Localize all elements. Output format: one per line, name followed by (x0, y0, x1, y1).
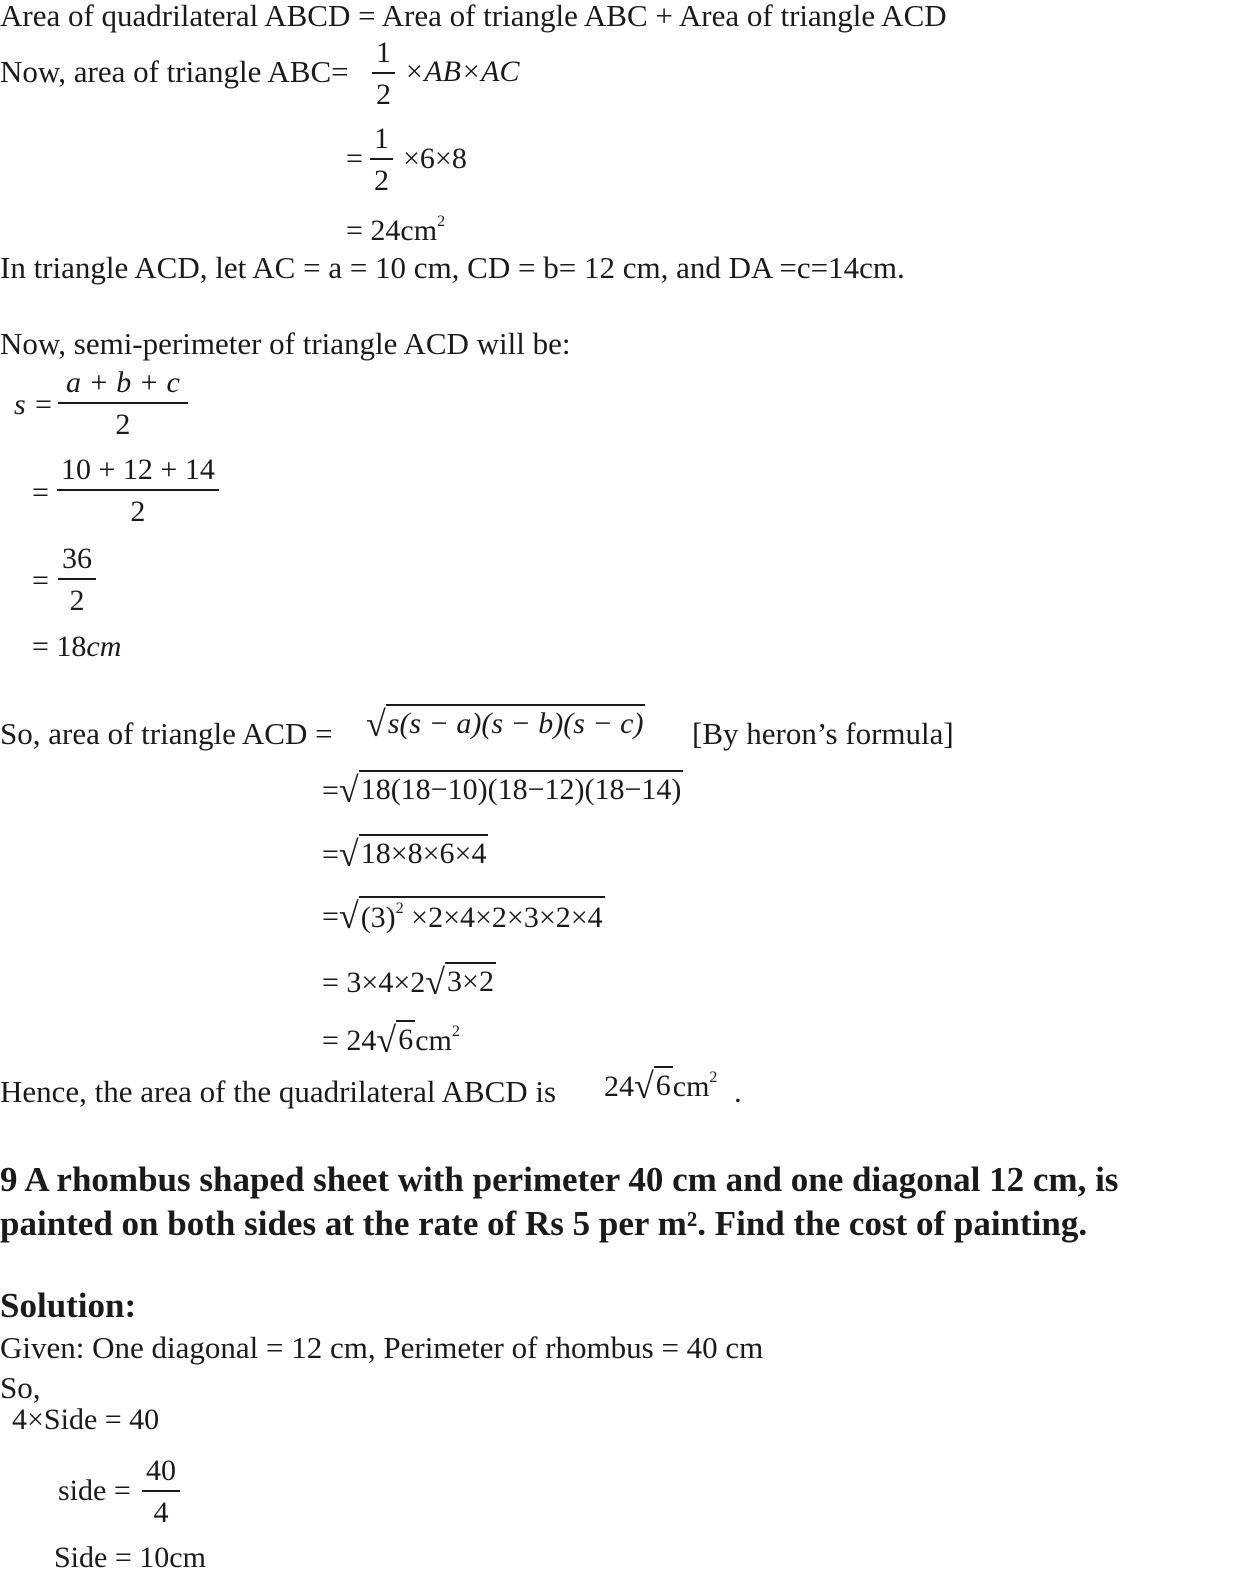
text-line: In triangle ACD, let AC = a = 10 cm, CD = b= 12 cm, and DA =c=14cm. (0, 250, 905, 285)
sqrt-icon: √ (376, 1020, 397, 1060)
equals-sign: = (322, 838, 339, 871)
text-line: Now, semi-perimeter of triangle ACD will be: (0, 326, 571, 361)
fraction-denominator: 2 (115, 408, 131, 441)
fraction (58, 544, 96, 616)
text-line: Now, area of triangle ABC= (0, 54, 349, 89)
text-line: So, area of triangle ACD = (0, 716, 333, 751)
math-expression: ×AB×AC (404, 55, 520, 88)
fraction-numerator: 40 (142, 1456, 180, 1492)
sqrt-icon: √ (338, 770, 359, 810)
fraction (372, 38, 395, 110)
fraction (370, 124, 393, 196)
sqrt-icon: √ (634, 1066, 654, 1106)
fraction-denominator: 2 (376, 78, 391, 111)
radical (322, 896, 605, 936)
math-text: ×2×4×2×3×2×4 (403, 901, 603, 934)
math-expression: ×6×8 (403, 142, 467, 175)
solution-heading: Solution: (0, 1286, 137, 1325)
radical (322, 834, 488, 874)
unit: cm (672, 1070, 710, 1103)
math-text: = 3×4×2 (322, 966, 426, 999)
radical-argument: 18(18−10)(18−12)(18−14) (359, 770, 684, 806)
fraction-denominator: 4 (153, 1496, 169, 1529)
equals-sign: = (32, 476, 49, 509)
sqrt-icon: √ (366, 704, 386, 744)
radical-argument: 6 (396, 1020, 415, 1056)
text-line: Hence, the area of the quadrilateral ABCD is (0, 1074, 557, 1109)
radical (322, 962, 496, 1002)
math-expression (346, 214, 445, 246)
math-expression: 4×Side = 40 (12, 1403, 160, 1436)
fraction-numerator: 36 (58, 544, 96, 580)
radical (322, 1020, 460, 1060)
equals-sign: = (346, 142, 363, 175)
radical (366, 704, 645, 744)
superscript: 2 (437, 213, 446, 230)
radical-argument: s(s − a)(s − b)(s − c) (386, 704, 646, 740)
sqrt-icon: √ (338, 896, 359, 936)
superscript: 2 (709, 1069, 718, 1086)
sqrt-icon: √ (425, 962, 446, 1002)
fraction-numerator: 1 (372, 38, 395, 74)
fraction-numerator: 10 + 12 + 14 (57, 455, 219, 491)
fraction (142, 1456, 180, 1528)
fraction (57, 455, 219, 527)
math-text: 24 (604, 1070, 634, 1103)
unit: cm (415, 1024, 452, 1057)
radical-argument: 18×8×6×4 (359, 834, 489, 870)
fraction-numerator: 1 (370, 124, 393, 160)
radical (604, 1066, 718, 1106)
equals-sign: = (322, 774, 339, 807)
equals-sign: = (322, 900, 339, 933)
math-expression (32, 632, 121, 662)
math-text: = 24 (322, 1024, 377, 1057)
text-line: Area of quadrilateral ABCD = Area of triangle ABC + Area of triangle ACD (0, 0, 947, 33)
radical-argument: 3×2 (445, 962, 496, 998)
superscript: 2 (395, 900, 404, 917)
radical-argument: 6 (654, 1066, 673, 1102)
text-line: Given: One diagonal = 12 cm, Perimeter of rhombus = 40 cm (0, 1330, 764, 1365)
math-expression: side = (58, 1474, 131, 1507)
question-text: painted on both sides at the rate of Rs 5 per m². Find the cost of painting. (0, 1204, 1088, 1243)
math-expression: s = (14, 388, 54, 421)
fraction-denominator: 2 (130, 495, 146, 528)
text-line: [By heron’s formula] (692, 716, 954, 751)
fraction-numerator: a + b + c (58, 368, 188, 404)
sqrt-icon: √ (338, 834, 359, 874)
fraction-denominator: 2 (69, 584, 85, 617)
text-line: . (734, 1074, 742, 1109)
math-expression: Side = 10cm (54, 1541, 206, 1574)
radical (322, 770, 683, 810)
question-text: 9 A rhombus shaped sheet with perimeter 40 cm and one diagonal 12 cm, is (0, 1160, 1119, 1199)
math-text: (3) (360, 901, 396, 934)
radical-argument (359, 896, 605, 933)
superscript: 2 (451, 1023, 460, 1040)
fraction-denominator: 2 (374, 164, 389, 197)
equals-sign: = (32, 564, 49, 597)
text-line: So, (0, 1370, 41, 1405)
math-text: = 24cm (346, 214, 438, 247)
fraction (58, 368, 188, 440)
unit: cm (86, 630, 122, 663)
math-text: = 18 (32, 630, 87, 663)
